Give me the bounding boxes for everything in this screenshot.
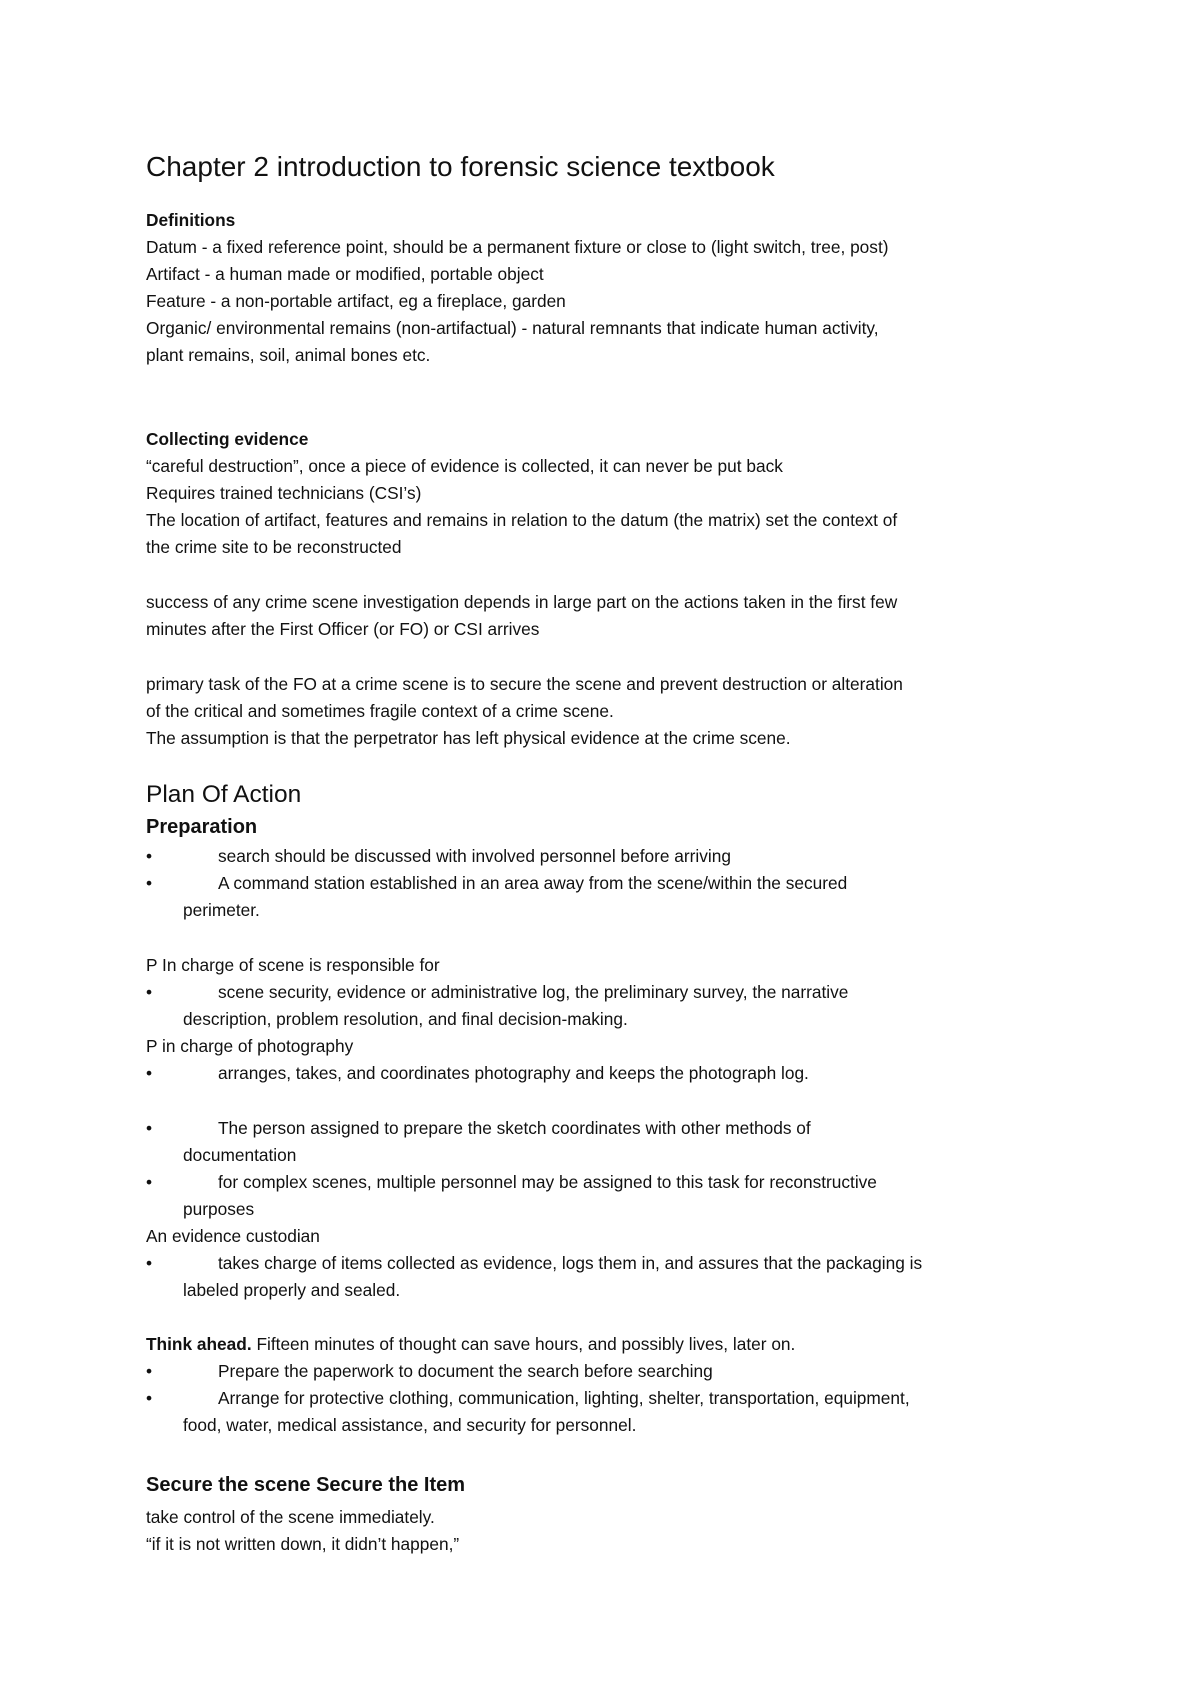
list-item-text: perimeter. — [183, 900, 260, 920]
think-ahead-bold: Think ahead. — [146, 1334, 252, 1354]
bullet-icon: • — [146, 1172, 153, 1192]
list-item-text: takes charge of items collected as evidence, logs them in, and assures that the packaging is — [218, 1253, 923, 1273]
list-item — [146, 1171, 1076, 1220]
list-item — [146, 872, 1076, 921]
list-item-text: Prepare the paperwork to document the search before searching — [218, 1361, 713, 1381]
list-item — [146, 1252, 1076, 1301]
collecting-line: the crime site to be reconstructed — [146, 537, 402, 557]
preparation-heading: Preparation — [146, 816, 258, 838]
definition-feature: Feature - a non-portable artifact, eg a fireplace, garden — [146, 291, 566, 311]
plan-heading: Plan Of Action — [146, 781, 302, 808]
think-ahead-rest: Fifteen minutes of thought can save hours, and possibly lives, later on. — [251, 1334, 796, 1354]
definition-organic: Organic/ environmental remains (non-artifactual) - natural remnants that indicate human activity, — [146, 318, 879, 338]
success-paragraph: minutes after the First Officer (or FO) or CSI arrives — [146, 619, 540, 639]
bullet-icon: • — [146, 1253, 153, 1273]
page-title: Chapter 2 introduction to forensic science textbook — [146, 151, 775, 182]
list-item-text: Arrange for protective clothing, communication, lighting, shelter, transportation, equipment, — [218, 1388, 910, 1408]
definition-datum: Datum - a fixed reference point, should be a permanent fixture or close to (light switch, tree, post) — [146, 237, 889, 257]
success-paragraph: success of any crime scene investigation depends in large part on the actions taken in the first few — [146, 592, 898, 612]
primary-task-paragraph: primary task of the FO at a crime scene is to secure the scene and prevent destruction or alteration — [146, 674, 903, 694]
collecting-heading: Collecting evidence — [146, 429, 309, 449]
list-item-text: search should be discussed with involved personnel before arriving — [218, 846, 731, 866]
list-item — [146, 981, 1076, 1030]
list-item — [146, 1117, 1076, 1166]
bullet-icon: • — [146, 873, 153, 893]
list-item-text: documentation — [183, 1145, 297, 1165]
secure-heading: Secure the scene Secure the Item — [146, 1474, 466, 1496]
list-item — [146, 1387, 1076, 1436]
list-item-text: labeled properly and sealed. — [183, 1280, 401, 1300]
list-item-text: food, water, medical assistance, and security for personnel. — [183, 1415, 637, 1435]
custodian-lead-line: An evidence custodian — [146, 1226, 320, 1246]
list-item-text: arranges, takes, and coordinates photography and keeps the photograph log. — [218, 1063, 809, 1083]
bullet-icon: • — [146, 1118, 153, 1138]
list-item-text: A command station established in an area away from the scene/within the secured — [218, 873, 848, 893]
collecting-line: The location of artifact, features and remains in relation to the datum (the matrix) set the context of — [146, 510, 898, 530]
definition-organic-cont: plant remains, soil, animal bones etc. — [146, 345, 431, 365]
bullet-icon: • — [146, 1388, 153, 1408]
scene-lead-line: P In charge of scene is responsible for — [146, 955, 440, 975]
list-item-text: description, problem resolution, and final decision-making. — [183, 1009, 628, 1029]
definitions-heading: Definitions — [146, 210, 236, 230]
list-item — [146, 845, 1076, 867]
bullet-icon: • — [146, 982, 153, 1002]
secure-line: take control of the scene immediately. — [146, 1507, 435, 1527]
photography-lead-line: P in charge of photography — [146, 1036, 354, 1056]
bullet-icon: • — [146, 846, 153, 866]
list-item-text: purposes — [183, 1199, 255, 1219]
collecting-line: Requires trained technicians (CSI’s) — [146, 483, 422, 503]
list-item-text: scene security, evidence or administrative log, the preliminary survey, the narrative — [218, 982, 849, 1002]
list-item — [146, 1062, 1076, 1084]
bullet-icon: • — [146, 1361, 153, 1381]
secure-quote: “if it is not written down, it didn’t happen,” — [146, 1534, 460, 1554]
list-item-text: for complex scenes, multiple personnel may be assigned to this task for reconstructive — [218, 1172, 877, 1192]
list-item — [146, 1360, 1076, 1382]
collecting-line: “careful destruction”, once a piece of evidence is collected, it can never be put back — [146, 456, 783, 476]
list-item-text: The person assigned to prepare the sketch coordinates with other methods of — [218, 1118, 811, 1138]
assumption-line: The assumption is that the perpetrator has left physical evidence at the crime scene. — [146, 728, 791, 748]
primary-task-paragraph: of the critical and sometimes fragile context of a crime scene. — [146, 701, 614, 721]
think-ahead-line — [146, 1333, 795, 1355]
definition-artifact: Artifact - a human made or modified, portable object — [146, 264, 544, 284]
bullet-icon: • — [146, 1063, 153, 1083]
